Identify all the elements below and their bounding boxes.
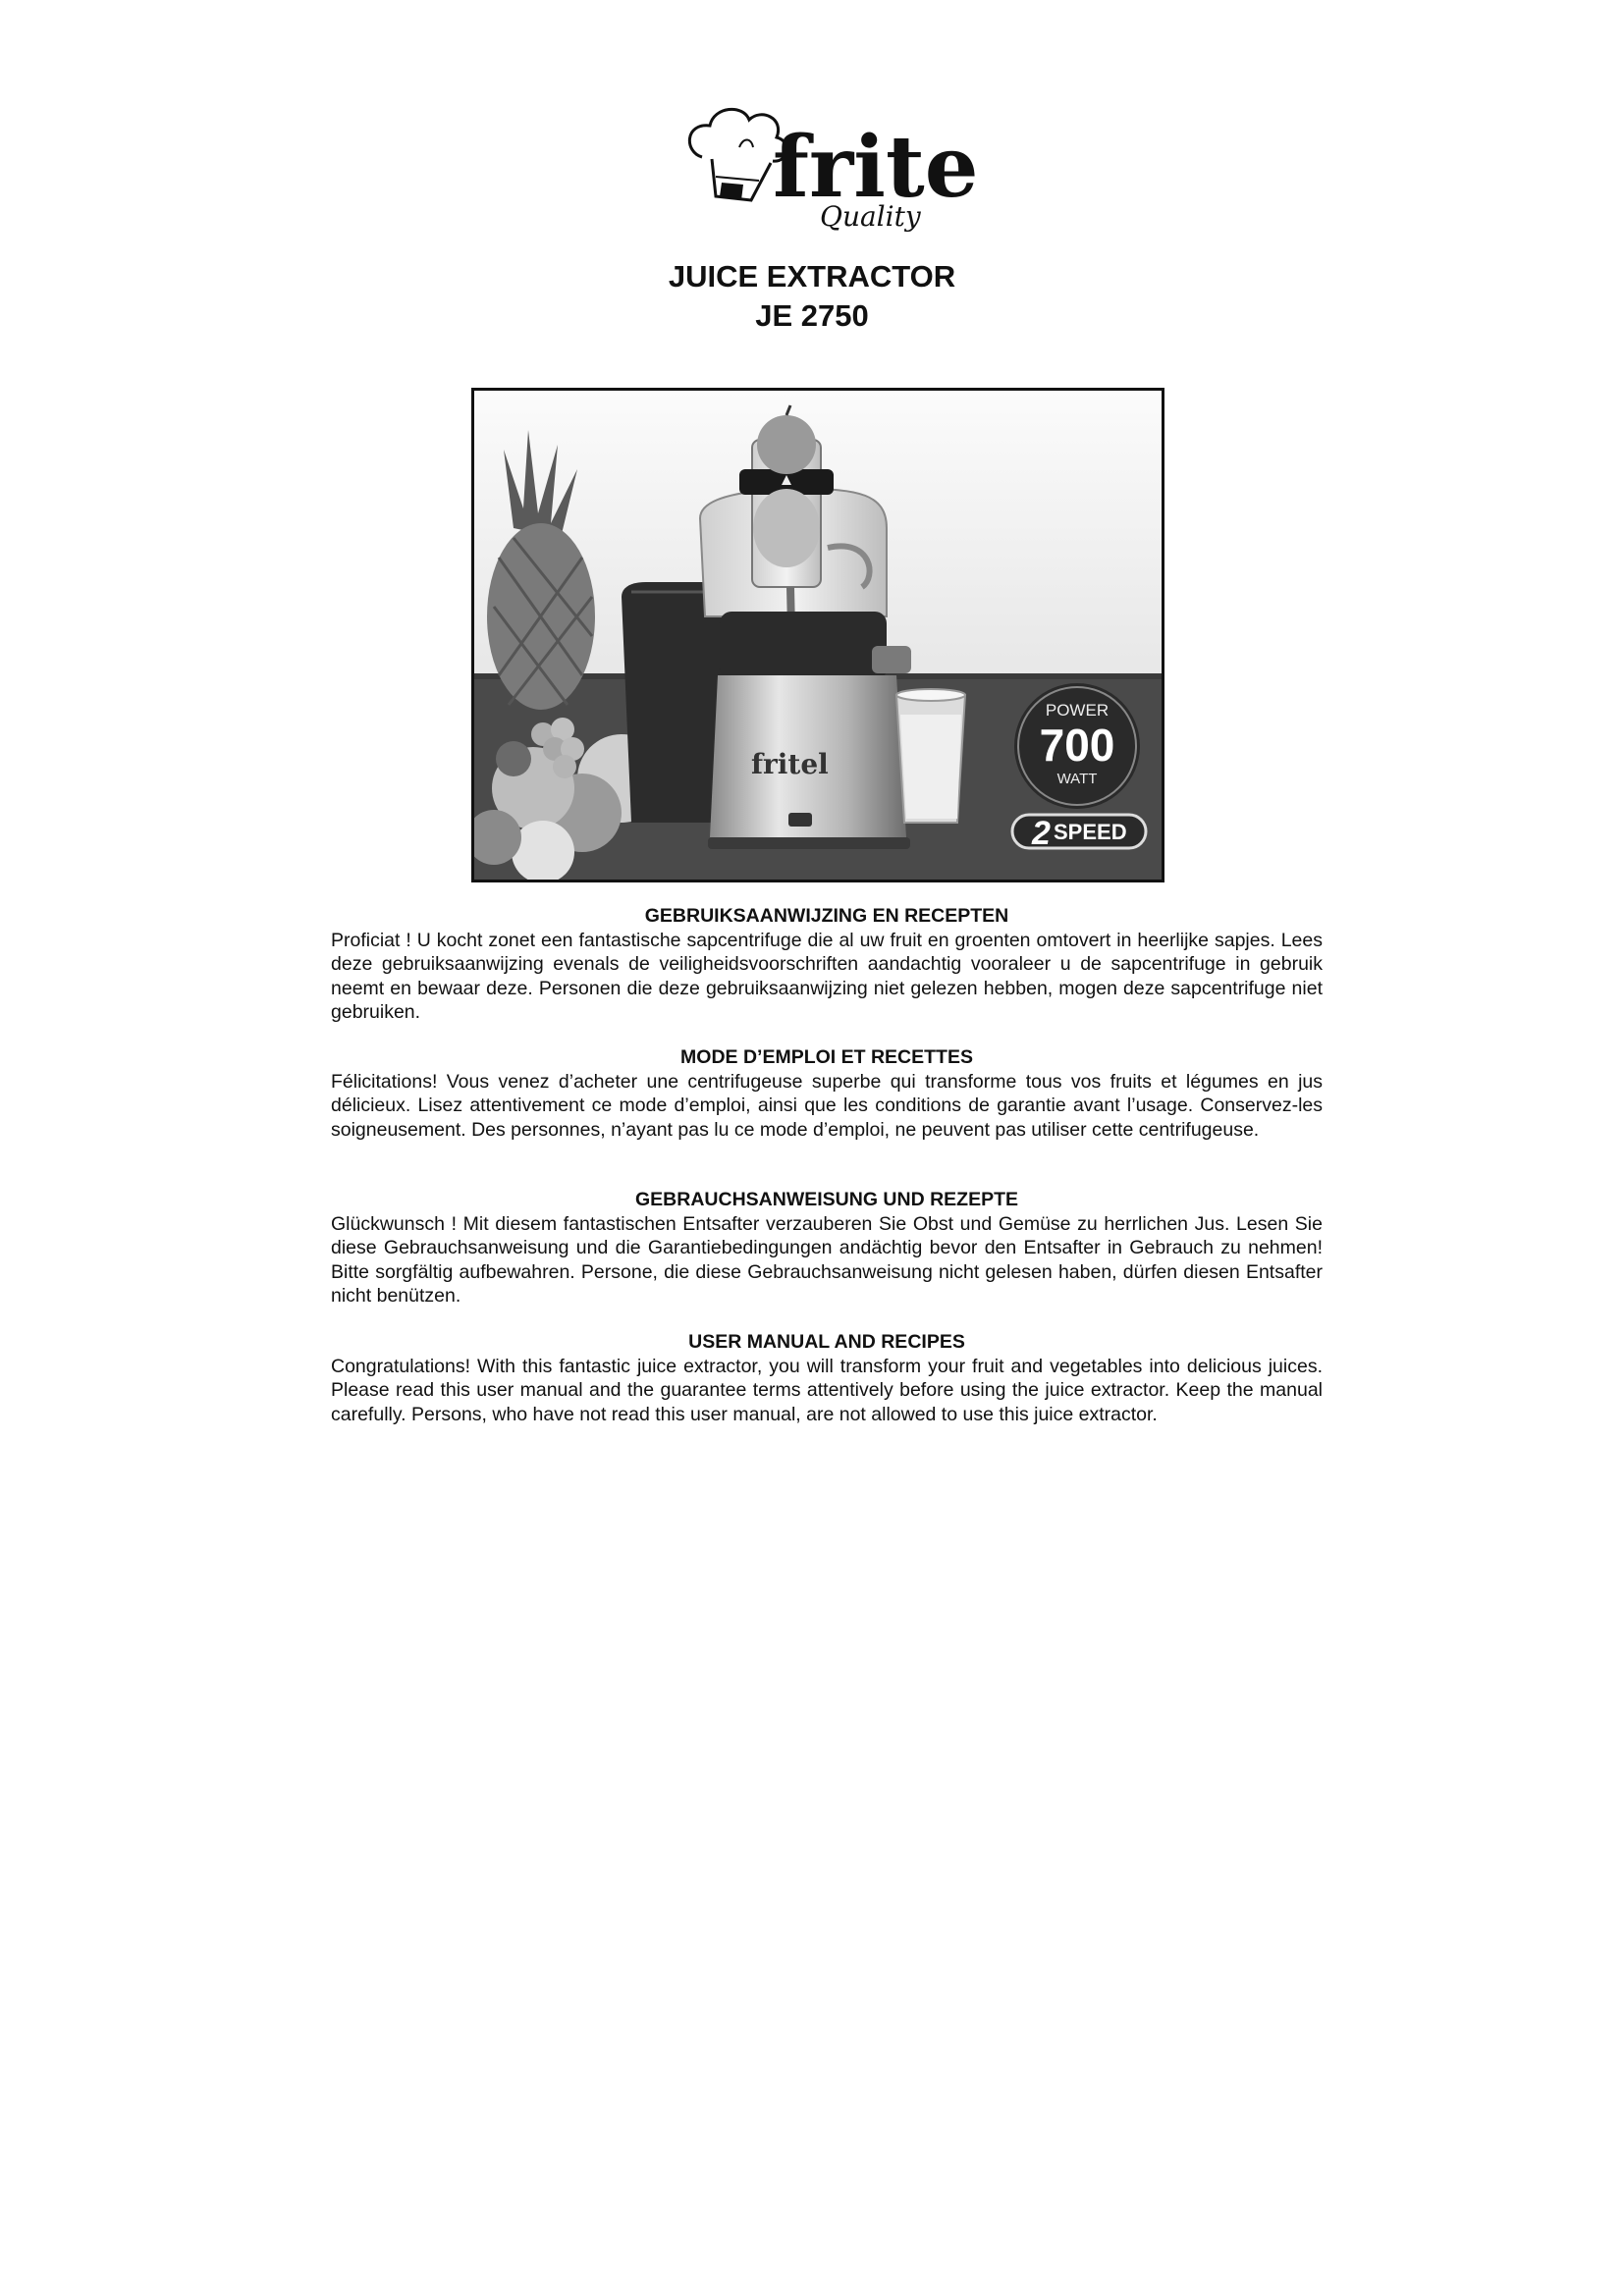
power-badge	[1014, 683, 1140, 809]
brand-logo	[682, 98, 977, 236]
section-german	[331, 1187, 1323, 1308]
section-heading: GEBRUIKSAANWIJZING EN RECEPTEN	[644, 905, 1009, 927]
logo-wordmark: frite	[773, 118, 977, 217]
section-french	[331, 1044, 1323, 1142]
machine-logo-text: fritel	[751, 748, 829, 780]
section-heading: MODE D’EMPLOI ET RECETTES	[680, 1046, 973, 1068]
document-title	[0, 257, 1624, 336]
badge-watt-label: WATT	[1056, 771, 1098, 787]
section-body: Félicitations! Vous venez d’acheter une centrifugeuse superbe qui transforme tous vos fruits et légumes en jus délicieux. Lisez attentivement ce mode d’emploi, ainsi que les conditions de garantie avant l’usage. Conservez-les soigneusement. Des personnes, n’ayant pas lu ce mode d’emploi, ne peuvent pas utiliser cette centrifugeuse.	[331, 1071, 1323, 1141]
badge-wattage-value: 700	[1039, 720, 1115, 771]
speed-badge	[1012, 815, 1146, 852]
speed-label: SPEED	[1054, 820, 1127, 844]
speed-number: 2	[1032, 815, 1051, 852]
section-body: Glückwunsch ! Mit diesem fantastischen Entsafter verzauberen Sie Obst und Gemüse zu herrlichen Jus. Lesen Sie diese Gebrauchsanweisung und die Garantiebedingungen andächtig bevor den Entsafter in Gebrauch zu nehmen! Bitte sorgfältig aufbewahren. Persone, die diese Gebrauchsanweisung nicht gelesen haben, dürfen diesen Entsafter nicht benützen.	[331, 1213, 1323, 1307]
product-photo	[471, 388, 1164, 882]
logo-tagline: Quality	[820, 200, 921, 233]
product-name: JUICE EXTRACTOR	[668, 259, 956, 294]
section-heading: USER MANUAL AND RECIPES	[688, 1331, 965, 1353]
section-heading: GEBRAUCHSANWEISUNG UND REZEPTE	[634, 1189, 1019, 1210]
badge-power-label: POWER	[1045, 701, 1110, 720]
juice-glass-illustration	[896, 689, 965, 823]
model-number: JE 2750	[755, 298, 869, 333]
section-body: Congratulations! With this fantastic juice extractor, you will transform your fruit and vegetables into delicious juices. Please read this user manual and the guarantee terms attentively before using the juice extractor. Keep the manual carefully. Persons, who have not read this user manual, are not allowed to use this juice extractor.	[331, 1356, 1323, 1425]
section-english	[331, 1329, 1323, 1426]
section-dutch	[331, 903, 1323, 1024]
section-body: Proficiat ! U kocht zonet een fantastische sapcentrifuge die al uw fruit en groenten omtovert in heerlijke sapjes. Lees deze gebruiksaanwijzing evenals de veiligheidsvoorschriften aandachtig vooraleer u de sapcentrifuge in gebruik neemt en bewaar deze. Personen die deze gebruiksaanwijzing niet gelezen hebben, mogen deze sapcentrifuge niet gebruiken.	[331, 930, 1323, 1023]
chef-hat-icon	[682, 98, 977, 236]
